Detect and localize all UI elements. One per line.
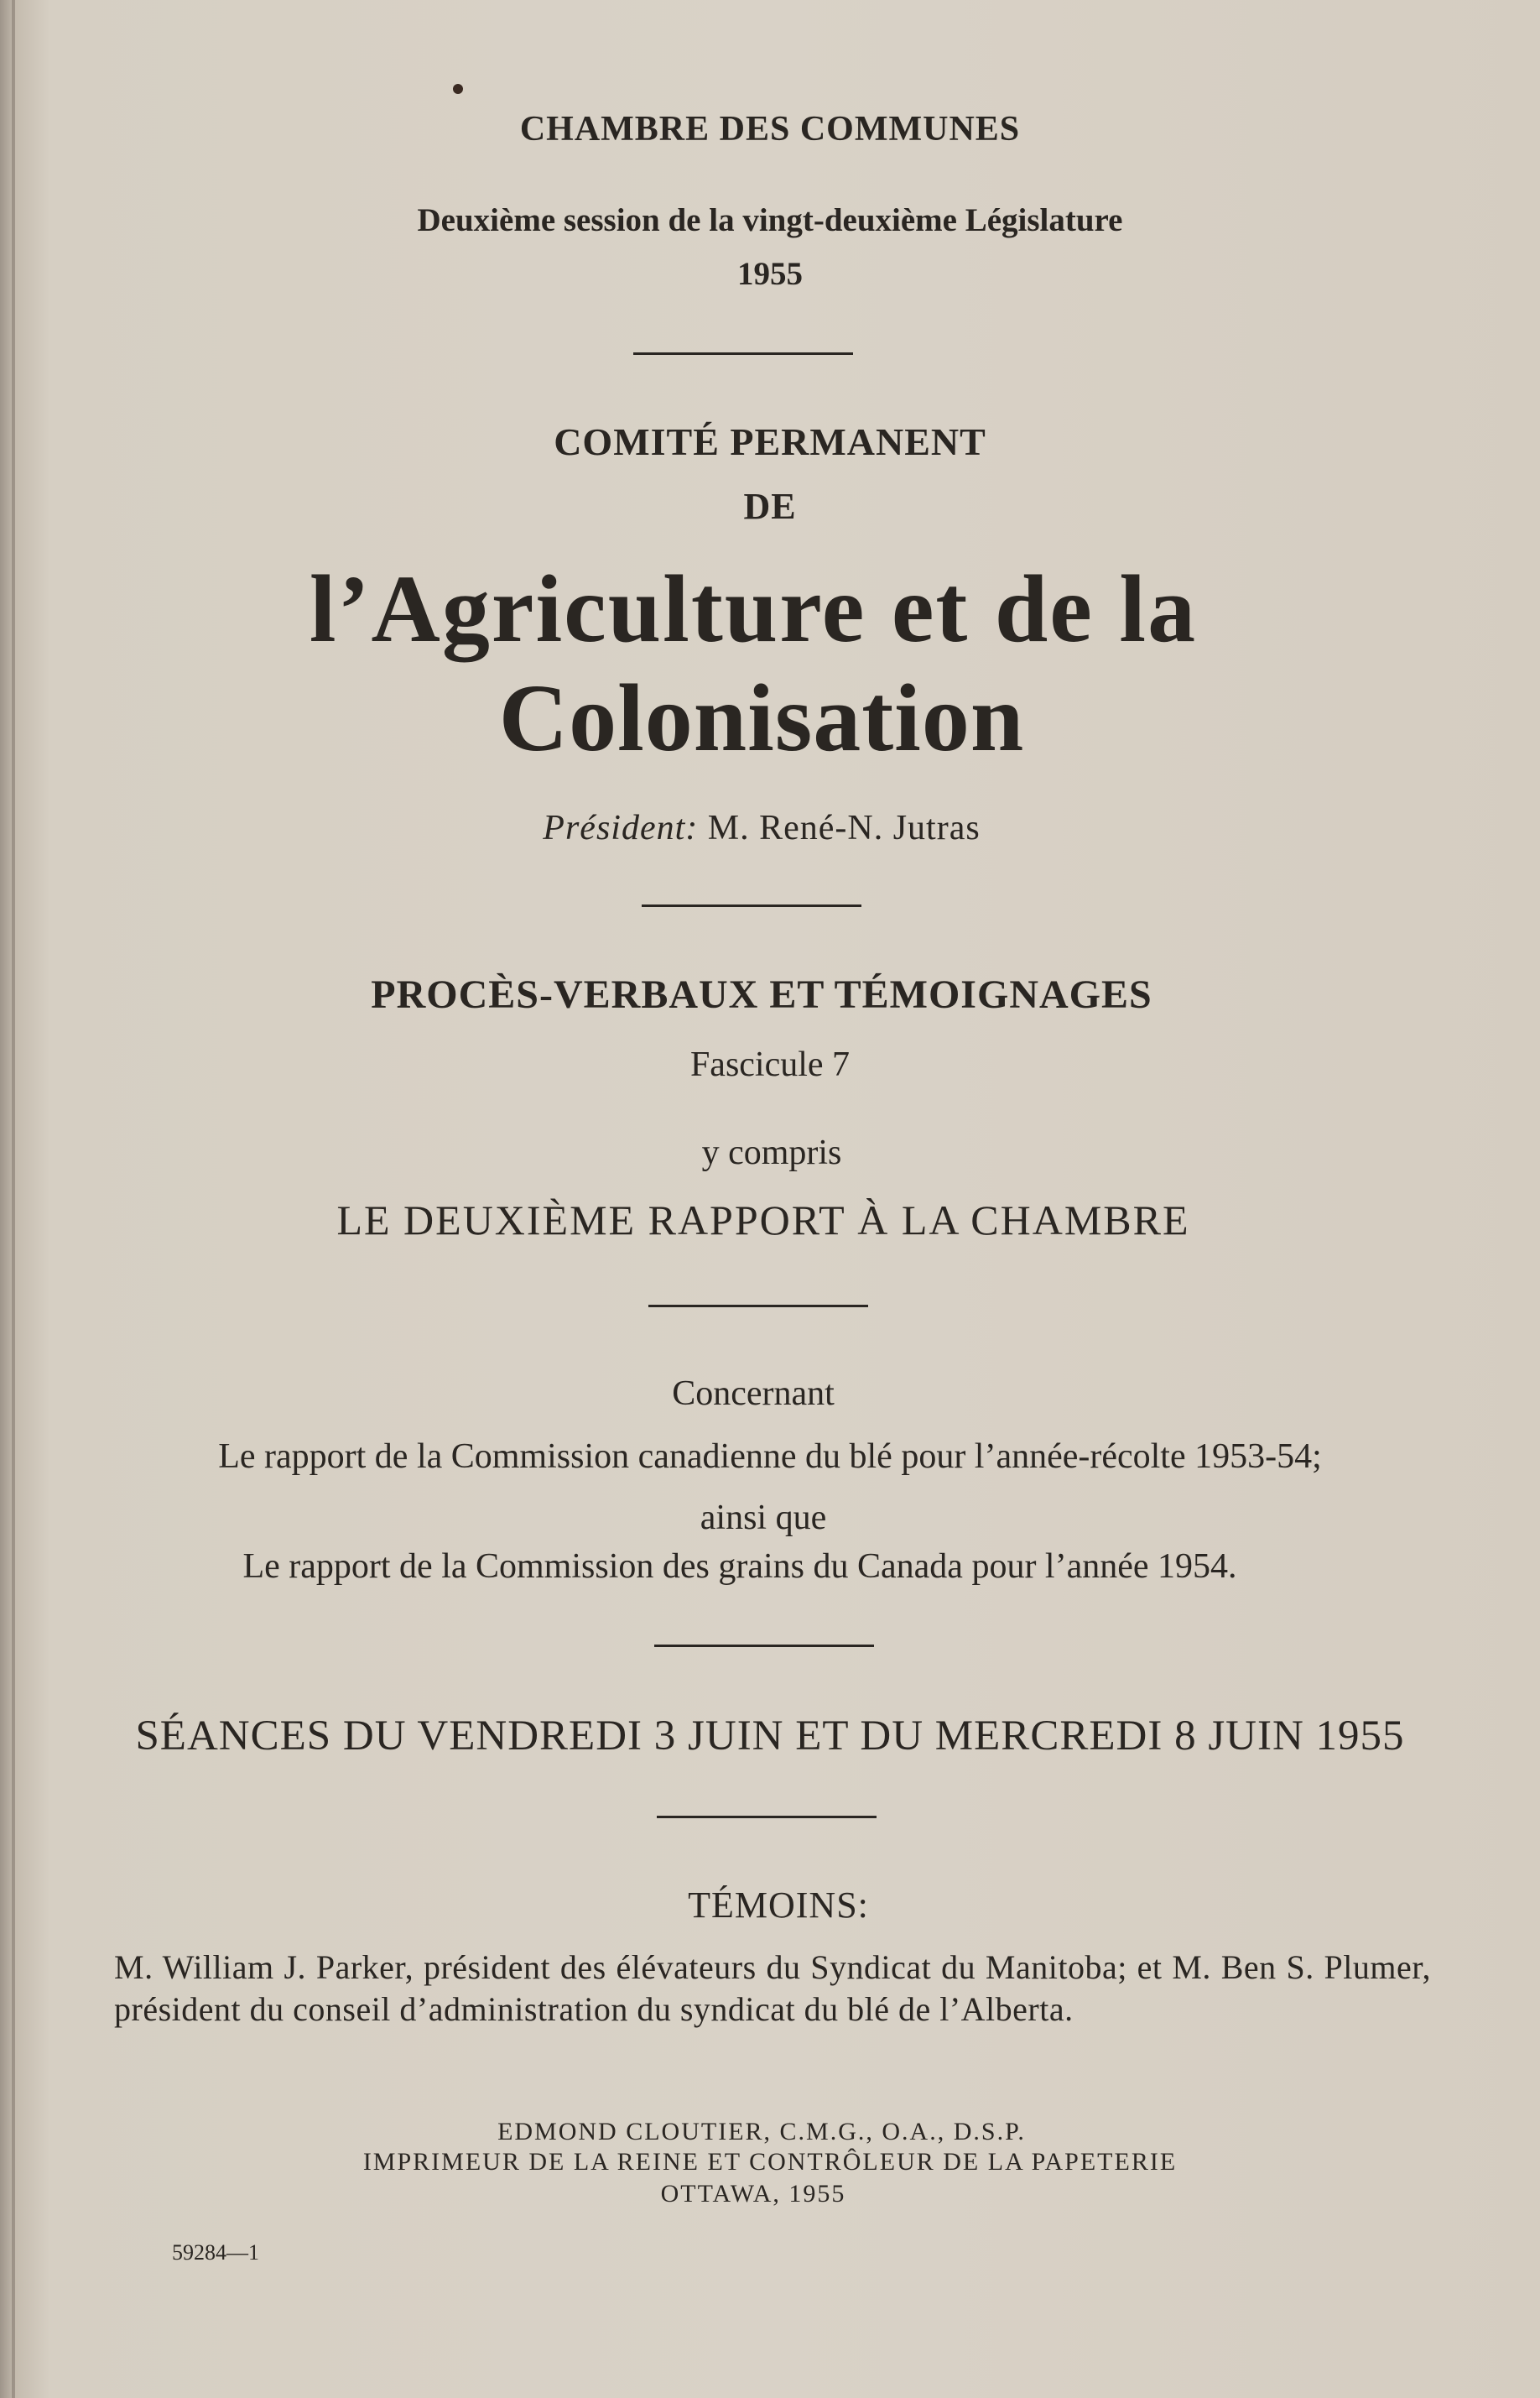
- including-label: y compris: [701, 1134, 842, 1172]
- committee-title-line2: Colonisation: [498, 665, 1025, 771]
- concerning-item-1: Le rapport de la Commission canadienne du blé pour l’année-récolte 1953-54;: [218, 1437, 1322, 1476]
- witnesses-label: TÉMOINS:: [688, 1885, 869, 1926]
- divider-5: [657, 1816, 877, 1818]
- report-title: LE DEUXIÈME RAPPORT À LA CHAMBRE: [336, 1196, 1190, 1243]
- president-line: [0, 808, 1532, 848]
- concerning-ainsi-que: ainsi que: [700, 1499, 827, 1537]
- printer-place-year: OTTAWA, 1955: [660, 2180, 846, 2208]
- sittings-line: SÉANCES DU VENDREDI 3 JUIN ET DU MERCREDI 8 JUIN 1955: [135, 1712, 1405, 1759]
- president-label: Président:: [543, 809, 699, 847]
- ink-speck: [453, 84, 463, 94]
- committee-de: DE: [743, 486, 797, 527]
- concerning-label: Concernant: [672, 1374, 835, 1413]
- proceedings-heading: PROCÈS-VERBAUX ET TÉMOIGNAGES: [371, 972, 1152, 1017]
- printer-title: IMPRIMEUR DE LA REINE ET CONTRÔLEUR DE LA PAPETERIE: [362, 2148, 1178, 2176]
- president-name: M. René-N. Jutras: [707, 809, 981, 847]
- session-line: Deuxième session de la vingt-deuxième Législature: [417, 202, 1123, 238]
- witnesses-text: M. William J. Parker, président des élévateurs du Syndicat du Manitoba; et M. Ben S. Plumer, président du conseil d’administration du syndicat du blé de l’Alberta.: [114, 1948, 1431, 2028]
- committee-title-line1: l’Agriculture et de la: [309, 555, 1198, 662]
- fascicule-number: Fascicule 7: [689, 1045, 851, 1084]
- divider-4: [654, 1645, 874, 1647]
- divider-3: [648, 1305, 868, 1307]
- concerning-item-2: Le rapport de la Commission des grains du Canada pour l’année 1954.: [242, 1547, 1237, 1586]
- session-year: 1955: [737, 256, 803, 292]
- house-name: CHAMBRE DES COMMUNES: [519, 110, 1021, 149]
- committee-prefix: COMITÉ PERMANENT: [554, 420, 986, 463]
- printer-name: EDMOND CLOUTIER, C.M.G., O.A., D.S.P.: [497, 2118, 1026, 2145]
- divider-2: [642, 904, 861, 907]
- print-number: 59284—1: [172, 2240, 259, 2265]
- divider-1: [633, 352, 853, 355]
